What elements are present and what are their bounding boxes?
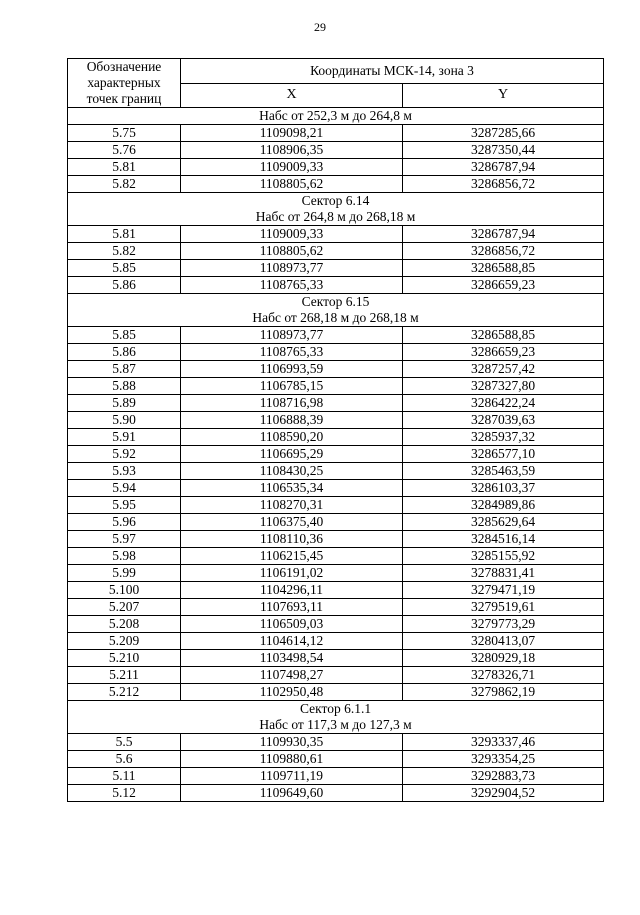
y-coordinate-cell: 3293337,46 — [403, 734, 604, 751]
section-title-row — [68, 717, 604, 734]
y-coordinate-cell: 3286787,94 — [403, 159, 604, 176]
y-coordinate-cell: 3279519,61 — [403, 599, 604, 616]
coordinates-table — [67, 58, 604, 802]
x-coordinate-cell: 1108805,62 — [181, 243, 403, 260]
point-id-cell: 5.96 — [68, 514, 181, 531]
header-label-line: точек границ — [86, 91, 162, 106]
section-title-row — [68, 209, 604, 226]
section-title-row — [68, 701, 604, 718]
point-id-cell: 5.210 — [68, 650, 181, 667]
x-coordinate-cell: 1106191,02 — [181, 565, 403, 582]
x-coordinate-cell: 1106509,03 — [181, 616, 403, 633]
x-coordinate-cell: 1102950,48 — [181, 684, 403, 701]
x-coordinate-cell: 1106785,15 — [181, 378, 403, 395]
y-coordinate-cell: 3278831,41 — [403, 565, 604, 582]
y-coordinate-cell: 3279471,19 — [403, 582, 604, 599]
point-id-cell: 5.207 — [68, 599, 181, 616]
table-row — [68, 751, 604, 768]
x-coordinate-cell: 1108906,35 — [181, 142, 403, 159]
table-row — [68, 446, 604, 463]
y-coordinate-cell: 3285155,92 — [403, 548, 604, 565]
table-row — [68, 395, 604, 412]
y-coordinate-cell: 3286577,10 — [403, 446, 604, 463]
table-row — [68, 548, 604, 565]
x-coordinate-cell: 1106695,29 — [181, 446, 403, 463]
y-column-header: Y — [403, 83, 604, 108]
x-coordinate-cell: 1108765,33 — [181, 277, 403, 294]
point-id-cell: 5.211 — [68, 667, 181, 684]
table-row — [68, 667, 604, 684]
x-coordinate-cell: 1104296,11 — [181, 582, 403, 599]
x-coordinate-cell: 1106375,40 — [181, 514, 403, 531]
table-row — [68, 684, 604, 701]
table-row — [68, 159, 604, 176]
y-coordinate-cell: 3286103,37 — [403, 480, 604, 497]
y-coordinate-cell: 3284989,86 — [403, 497, 604, 514]
point-id-cell: 5.86 — [68, 277, 181, 294]
point-id-cell: 5.5 — [68, 734, 181, 751]
point-id-cell: 5.209 — [68, 633, 181, 650]
point-id-cell: 5.12 — [68, 785, 181, 802]
point-id-cell: 5.212 — [68, 684, 181, 701]
y-coordinate-cell: 3284516,14 — [403, 531, 604, 548]
point-id-cell: 5.75 — [68, 125, 181, 142]
x-coordinate-cell: 1108765,33 — [181, 344, 403, 361]
point-id-cell: 5.88 — [68, 378, 181, 395]
point-id-cell: 5.90 — [68, 412, 181, 429]
y-coordinate-cell: 3278326,71 — [403, 667, 604, 684]
table-row — [68, 599, 604, 616]
x-coordinate-cell: 1109009,33 — [181, 226, 403, 243]
x-coordinate-cell: 1104614,12 — [181, 633, 403, 650]
y-coordinate-cell: 3279862,19 — [403, 684, 604, 701]
y-coordinate-cell: 3286659,23 — [403, 277, 604, 294]
table-row — [68, 616, 604, 633]
point-id-cell: 5.76 — [68, 142, 181, 159]
point-id-cell: 5.99 — [68, 565, 181, 582]
x-coordinate-cell: 1107693,11 — [181, 599, 403, 616]
x-coordinate-cell: 1103498,54 — [181, 650, 403, 667]
page-number: 29 — [314, 20, 326, 34]
table-body — [68, 108, 604, 802]
point-id-cell: 5.82 — [68, 243, 181, 260]
y-coordinate-cell: 3286422,24 — [403, 395, 604, 412]
table-row — [68, 565, 604, 582]
point-id-cell: 5.81 — [68, 226, 181, 243]
table-row — [68, 633, 604, 650]
section-title: Набс от 264,8 м до 268,18 м — [68, 209, 604, 226]
y-coordinate-cell: 3286856,72 — [403, 176, 604, 193]
y-coordinate-cell: 3286588,85 — [403, 260, 604, 277]
table-row — [68, 260, 604, 277]
table-row — [68, 734, 604, 751]
x-coordinate-cell: 1106993,59 — [181, 361, 403, 378]
x-coordinate-cell: 1106535,34 — [181, 480, 403, 497]
point-id-cell: 5.82 — [68, 176, 181, 193]
y-coordinate-cell: 3285463,59 — [403, 463, 604, 480]
y-coordinate-cell: 3287257,42 — [403, 361, 604, 378]
x-coordinate-cell: 1109930,35 — [181, 734, 403, 751]
y-coordinate-cell: 3287285,66 — [403, 125, 604, 142]
x-coordinate-cell: 1109649,60 — [181, 785, 403, 802]
x-coordinate-cell: 1107498,27 — [181, 667, 403, 684]
y-coordinate-cell: 3293354,25 — [403, 751, 604, 768]
section-title-row — [68, 294, 604, 311]
section-title-row — [68, 108, 604, 125]
table-row — [68, 497, 604, 514]
table-row — [68, 344, 604, 361]
x-coordinate-cell: 1109098,21 — [181, 125, 403, 142]
point-id-cell: 5.11 — [68, 768, 181, 785]
y-coordinate-cell: 3286588,85 — [403, 327, 604, 344]
y-coordinate-cell: 3287039,63 — [403, 412, 604, 429]
coordinate-system-header: Координаты МСК-14, зона 3 — [181, 59, 604, 84]
table-row — [68, 142, 604, 159]
table-row — [68, 480, 604, 497]
point-designation-header — [68, 59, 181, 108]
y-coordinate-cell: 3287350,44 — [403, 142, 604, 159]
y-coordinate-cell: 3285629,64 — [403, 514, 604, 531]
x-coordinate-cell: 1109009,33 — [181, 159, 403, 176]
point-id-cell: 5.6 — [68, 751, 181, 768]
section-title-row — [68, 193, 604, 210]
table-header — [68, 59, 604, 108]
x-coordinate-cell: 1106215,45 — [181, 548, 403, 565]
point-id-cell: 5.81 — [68, 159, 181, 176]
table-row — [68, 361, 604, 378]
y-coordinate-cell: 3286659,23 — [403, 344, 604, 361]
y-coordinate-cell: 3287327,80 — [403, 378, 604, 395]
point-id-cell: 5.85 — [68, 260, 181, 277]
point-id-cell: 5.86 — [68, 344, 181, 361]
table-row — [68, 582, 604, 599]
y-coordinate-cell: 3280413,07 — [403, 633, 604, 650]
x-coordinate-cell: 1108270,31 — [181, 497, 403, 514]
y-coordinate-cell: 3286787,94 — [403, 226, 604, 243]
x-coordinate-cell: 1108430,25 — [181, 463, 403, 480]
section-title: Набс от 252,3 м до 264,8 м — [68, 108, 604, 125]
point-id-cell: 5.87 — [68, 361, 181, 378]
table-row — [68, 768, 604, 785]
y-coordinate-cell: 3292883,73 — [403, 768, 604, 785]
table-row — [68, 226, 604, 243]
x-column-header: X — [181, 83, 403, 108]
table-row — [68, 514, 604, 531]
table-row — [68, 531, 604, 548]
x-coordinate-cell: 1109880,61 — [181, 751, 403, 768]
point-id-cell: 5.100 — [68, 582, 181, 599]
table-row — [68, 412, 604, 429]
table-row — [68, 243, 604, 260]
point-id-cell: 5.98 — [68, 548, 181, 565]
y-coordinate-cell: 3285937,32 — [403, 429, 604, 446]
point-id-cell: 5.85 — [68, 327, 181, 344]
section-title: Набс от 268,18 м до 268,18 м — [68, 310, 604, 327]
table-row — [68, 327, 604, 344]
point-id-cell: 5.94 — [68, 480, 181, 497]
point-id-cell: 5.93 — [68, 463, 181, 480]
table-row — [68, 378, 604, 395]
table-row — [68, 429, 604, 446]
y-coordinate-cell: 3280929,18 — [403, 650, 604, 667]
table-row — [68, 785, 604, 802]
point-id-cell: 5.91 — [68, 429, 181, 446]
header-label-line: Обозначение — [86, 59, 162, 74]
table-row — [68, 125, 604, 142]
table-row — [68, 650, 604, 667]
point-id-cell: 5.208 — [68, 616, 181, 633]
x-coordinate-cell: 1109711,19 — [181, 768, 403, 785]
section-title: Набс от 117,3 м до 127,3 м — [68, 717, 604, 734]
header-label-line: характерных — [87, 75, 161, 90]
x-coordinate-cell: 1108110,36 — [181, 531, 403, 548]
point-id-cell: 5.97 — [68, 531, 181, 548]
section-title-row — [68, 310, 604, 327]
y-coordinate-cell: 3279773,29 — [403, 616, 604, 633]
point-id-cell: 5.92 — [68, 446, 181, 463]
point-id-cell: 5.89 — [68, 395, 181, 412]
x-coordinate-cell: 1106888,39 — [181, 412, 403, 429]
section-title: Сектор 6.15 — [68, 294, 604, 311]
table-row — [68, 463, 604, 480]
x-coordinate-cell: 1108590,20 — [181, 429, 403, 446]
table-row — [68, 277, 604, 294]
x-coordinate-cell: 1108973,77 — [181, 327, 403, 344]
section-title: Сектор 6.14 — [68, 193, 604, 210]
table-row — [68, 176, 604, 193]
x-coordinate-cell: 1108805,62 — [181, 176, 403, 193]
y-coordinate-cell: 3286856,72 — [403, 243, 604, 260]
point-id-cell: 5.95 — [68, 497, 181, 514]
x-coordinate-cell: 1108973,77 — [181, 260, 403, 277]
section-title: Сектор 6.1.1 — [68, 701, 604, 718]
y-coordinate-cell: 3292904,52 — [403, 785, 604, 802]
x-coordinate-cell: 1108716,98 — [181, 395, 403, 412]
